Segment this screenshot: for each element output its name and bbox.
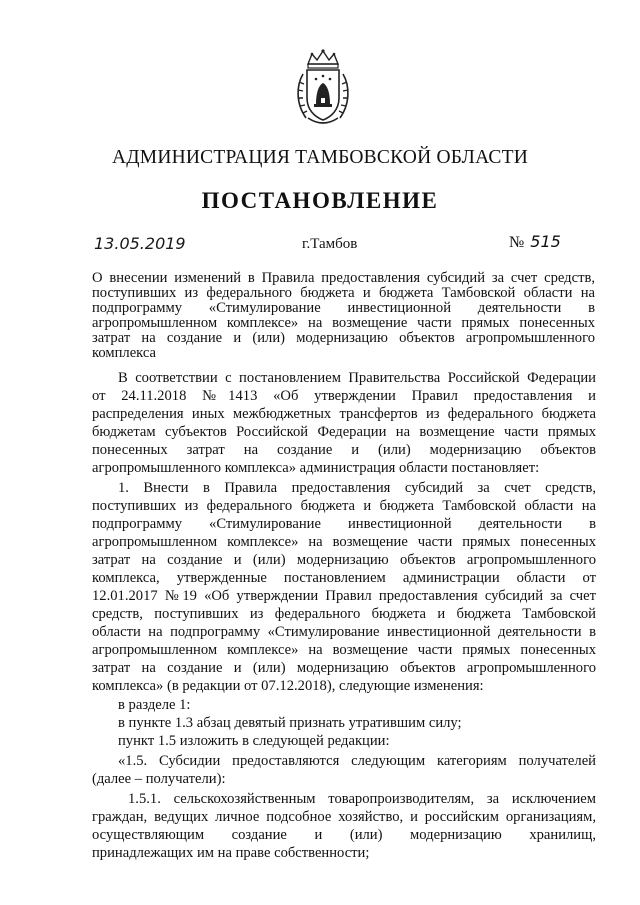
body-line: средств, поступивших из федерального бюджета и бюджета Тамбовской [92,606,596,622]
body-line: понесенных затрат на создание и (или) модернизацию объектов [92,442,596,458]
body-line: 1.5.1. сельскохозяйственным товаропроизводителям, за исключением [128,791,596,807]
body-line: пункт 1.5 изложить в следующей редакции: [118,733,390,749]
document-date: 13.05.2019 [94,234,186,253]
body-line: подпрограмму «Стимулирование инвестиционной деятельности в [92,516,596,532]
body-line: осуществляющим создание и (или) модернизацию хранилищ, [92,827,596,843]
body-line: агропромышленном комплексе» на возмещение части прямых понесенных [92,534,596,550]
document-type-title: ПОСТАНОВЛЕНИЕ [201,188,439,213]
body-line: комплекса» (в редакции от 07.12.2018), следующие изменения: [92,678,484,694]
body-line: в пункте 1.3 абзац девятый признать утратившим силу; [118,715,462,731]
number-value: 515 [530,232,561,251]
body-line: (далее – получатели): [92,771,226,787]
body-line: В соответствии с постановлением Правительства Российской Федерации [118,370,596,386]
organization-name: АДМИНИСТРАЦИЯ ТАМБОВСКОЙ ОБЛАСТИ [112,147,528,168]
title-line: комплекса [92,345,157,361]
body-line: принадлежащих им на праве собственности; [92,845,370,861]
body-line: комплекса, утвержденные постановлением администрации области от [92,570,596,586]
body-line: 12.01.2017 №19 «Об утверждении Правил предоставления субсидий за счет [92,588,596,604]
body-line: области на подпрограмму «Стимулирование инвестиционной деятельности в [92,624,596,640]
document-number [509,232,561,252]
title-line: агропромышленном комплексе» на возмещение части прямых понесенных [92,315,595,331]
body-line: от 24.11.2018 №1413 «Об утверждении Правил предоставления и [92,388,596,404]
body-line: агропромышленного комплекса» администрация области постановляет: [92,460,540,476]
coat-of-arms-emblem [294,48,352,128]
body-line: затрат на создание и (или) модернизацию объектов агропромышленного [92,552,596,568]
title-line: подпрограмму «Стимулирование инвестиционной деятельности в [92,300,595,316]
body-line: агропромышленном комплексе» на возмещение части прямых понесенных [92,642,596,658]
body-line: распределения иных межбюджетных трансфертов из федерального бюджета [92,406,596,422]
title-line: затрат на создание и (или) модернизацию объектов агропромышленного [92,330,595,346]
body-line: 1. Внести в Правила предоставления субсидий за счет средств, [118,480,596,496]
body-line: «1.5. Субсидии предоставляются следующим категориям получателей [118,753,596,769]
number-label: № [509,234,525,251]
body-line: бюджетам субъектов Российской Федерации на возмещение части прямых [92,424,596,440]
body-line: затрат на создание и (или) модернизацию объектов агропромышленного [92,660,596,676]
title-line: О внесении изменений в Правила предоставления субсидий за счет средств, [92,270,595,286]
body-line: поступивших из федерального бюджета и бюджета Тамбовской области на [92,498,596,514]
title-line: поступивших из федерального бюджета и бюджета Тамбовской области на [92,285,595,301]
body-line: в разделе 1: [118,697,191,713]
document-city: г.Тамбов [302,236,358,252]
body-line: граждан, ведущих личное подсобное хозяйство, и российским организациям, [92,809,596,825]
